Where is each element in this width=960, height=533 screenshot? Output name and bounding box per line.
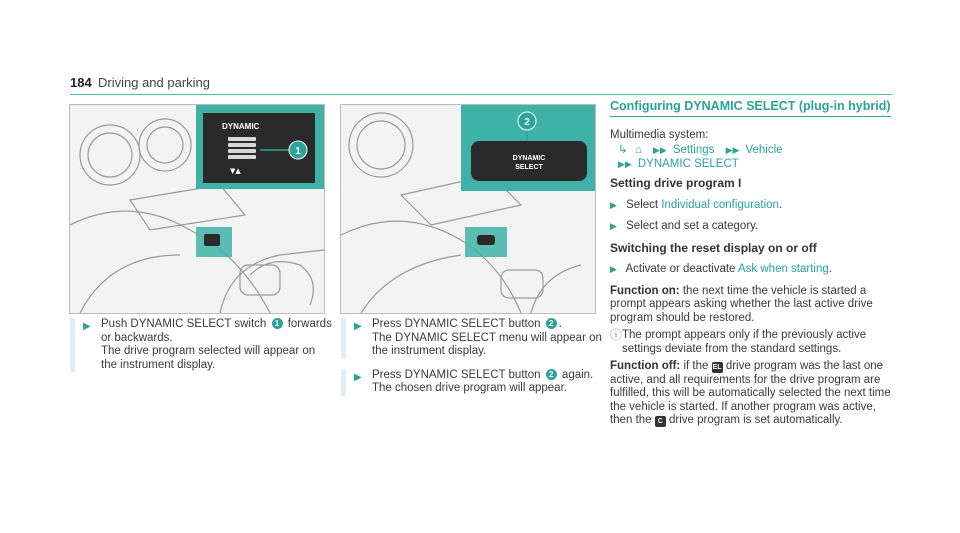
function-on-label: Function on: [610, 284, 680, 297]
step-text: Push DYNAMIC SELECT switch [101, 318, 267, 330]
step-arrow-icon: ▶ [354, 371, 362, 383]
step-result: The chosen drive program will appear. [372, 382, 567, 394]
page-header [70, 74, 892, 95]
step-text: Activate or deactivate [625, 263, 736, 275]
note-text: The prompt appears only if the previously active settings deviate from the standard settings. [622, 329, 867, 355]
path-settings: Settings [672, 144, 715, 156]
individual-configuration-link: Individual configuration [661, 198, 779, 211]
switch-label: DYNAMIC [222, 122, 260, 131]
step-text: Press DYNAMIC SELECT button [372, 368, 541, 381]
function-on-paragraph [610, 285, 900, 326]
info-icon: ⓘ [610, 328, 623, 342]
section-title: Configuring DYNAMIC SELECT (plug-in hybrid) [610, 100, 891, 117]
step-press-button-2 [341, 369, 603, 396]
info-note [610, 329, 900, 356]
step-arrow-icon: ▶ [610, 199, 617, 210]
path-separator-icon: ▶▶ [618, 158, 632, 169]
step-select-category [610, 220, 900, 234]
callout-1: 1 [295, 146, 301, 157]
path-separator-icon: ▶▶ [725, 145, 740, 155]
function-on-text: the next time the vehicle is started a prompt appears asking whether the last active drive program should be restored. [610, 284, 873, 324]
function-off-text: if the [683, 360, 709, 372]
menu-path [610, 144, 900, 158]
path-separator-icon: ▶▶ [653, 145, 667, 155]
path-dynamic-select: DYNAMIC SELECT [637, 157, 739, 170]
steps-middle [341, 318, 603, 396]
step-ask-when-starting [610, 263, 900, 277]
switch-arrows: ▼▲ [230, 167, 241, 175]
steps-left [70, 318, 332, 372]
function-off-text: drive program is set automatically. [668, 414, 843, 426]
callout-badge-2: 2 [546, 318, 557, 329]
step-arrow-icon: ▶ [354, 321, 362, 332]
ask-when-starting-link: Ask when starting [738, 263, 829, 275]
callout-badge-2: 2 [546, 369, 557, 380]
step-result: The drive program selected will appear on the instrument display. [101, 345, 316, 371]
figure-dynamic-select-button [340, 104, 596, 314]
step-text: Select [626, 198, 659, 211]
subheading-drive-program: Setting drive program I [610, 176, 742, 190]
step-select-individual [610, 199, 900, 213]
subheading-reset-display: Switching the reset display on or off [610, 240, 817, 255]
step-text-post: . [558, 318, 562, 330]
step-push-switch [70, 318, 332, 372]
step-arrow-icon: ▶ [610, 264, 617, 274]
el-program-icon: EL [712, 364, 722, 371]
system-label: Multimedia system: [610, 128, 709, 141]
figure-dynamic-switch [69, 104, 325, 314]
step-text-post: . [778, 198, 783, 211]
step-text: Press DYNAMIC SELECT button [372, 318, 541, 330]
chapter-title: Driving and parking [98, 75, 211, 90]
step-arrow-icon: ▶ [83, 321, 91, 332]
step-text: Select and set a category. [626, 220, 759, 232]
menu-path-line2 [610, 158, 900, 172]
step-arrow-icon: ▶ [610, 221, 617, 231]
step-text-post: forwards or backwards. [101, 318, 332, 344]
path-arrow-icon: ↳ [618, 144, 628, 156]
callout-badge-1: 1 [272, 318, 283, 329]
page-number: 184 [70, 75, 92, 90]
function-off-text: drive program was the last one active, and all requirements for the drive program are fulfilled, this will be automatically selected the next time the vehicle is started. If another program was active, then the [610, 360, 891, 426]
configuring-section [610, 100, 900, 428]
step-press-button-1 [341, 318, 603, 359]
c-program-icon: C [655, 416, 666, 427]
callout-2: 2 [524, 117, 530, 128]
home-icon: ⌂ [634, 144, 642, 156]
path-vehicle: Vehicle [745, 144, 783, 156]
step-result: The DYNAMIC SELECT menu will appear on the instrument display. [372, 331, 602, 357]
function-off-paragraph [610, 360, 900, 428]
step-text-post: again. [561, 368, 594, 381]
button-label-line2: SELECT [515, 164, 543, 171]
step-text-post: . [828, 263, 832, 275]
function-off-label: Function off: [610, 360, 681, 372]
button-label-line1: DYNAMIC [512, 155, 546, 162]
